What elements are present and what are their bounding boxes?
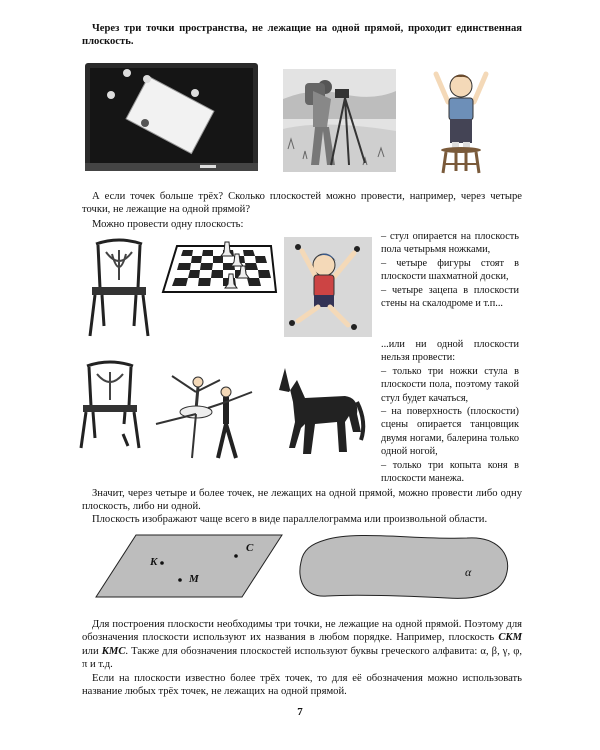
- naming-part2: . Также для обозначения плоскостей используют буквы греческого алфавита: α, β, γ, φ, π и т.д.: [82, 645, 522, 671]
- three-leg-chair-illustration: [79, 362, 141, 450]
- point-c: [234, 554, 238, 558]
- example-horse: – только три копыта коня в плоскости манежа.: [381, 459, 519, 485]
- example-three-legs: – только три ножки стула в плоскости пола, поэтому такой стул будет качаться,: [381, 365, 519, 404]
- point-k: [160, 561, 164, 565]
- region-figure: [297, 534, 510, 600]
- depiction-paragraph: Плоскость изображают чаще всего в виде параллелограмма или произвольной области.: [92, 514, 488, 525]
- boy-on-stool-illustration: [432, 68, 490, 174]
- label-k: K: [150, 556, 158, 568]
- climbing-boy-illustration: [284, 237, 372, 337]
- no-plane-heading: ...или ни одной плоскости нельзя провести:: [381, 339, 519, 364]
- conclusion-paragraph: Значит, через четыре и более точек, не лежащих на одной прямой, можно провести либо одну плоскость, либо ни одной.: [82, 488, 522, 513]
- naming-example-2: КМС: [101, 645, 126, 657]
- parallelogram-figure: [96, 533, 282, 599]
- example-climbing: – четыре зацепа в плоскости стены на скалодроме и т.п...: [381, 284, 519, 310]
- naming-paragraph: [82, 618, 522, 672]
- question-paragraph: А если точек больше трёх? Сколько плоскостей можно провести, например, через четыре точки, не лежащие на одной прямой?: [82, 191, 522, 216]
- example-chess: – четыре фигуры стоят в плоскости шахматной доски,: [381, 257, 519, 283]
- photographer-illustration: [283, 69, 396, 172]
- label-c: C: [246, 542, 254, 554]
- chair-illustration: [86, 240, 152, 338]
- dancers-illustration: [152, 370, 264, 462]
- label-m: M: [189, 573, 199, 585]
- chessboard-illustration: [163, 240, 276, 296]
- page-number: 7: [297, 706, 303, 718]
- naming-example-1: СКМ: [498, 632, 522, 644]
- one-plane-heading: Можно провести одну плоскость:: [92, 219, 244, 230]
- region-label-alpha: α: [465, 565, 472, 579]
- no-plane-examples: [381, 338, 519, 485]
- naming-or: или: [82, 645, 99, 657]
- more-points-paragraph: Если на плоскости известно более трёх точек, то для её обозначения можно использовать название любых трёх точек, не лежащих на одной прямой.: [82, 673, 522, 698]
- horse-illustration: [275, 362, 367, 458]
- point-m: [178, 578, 182, 582]
- intro-statement: Через три точки пространства, не лежащие на одной прямой, проходит единственная плоскость.: [82, 23, 522, 48]
- example-chair: – стул опирается на плоскость пола четырьмя ножками,: [381, 231, 519, 256]
- example-dancers: – на поверхность (плоскости) сцены опирается танцовщик двумя ногами, балерина только одной ногой,: [381, 406, 519, 458]
- one-plane-examples: [381, 230, 519, 310]
- naming-part1: Для построения плоскости необходимы три точки, не лежащие на одной прямой. Поэтому для обозначения плоскости используют их названия в любом порядке. Например, плоскость: [82, 619, 522, 644]
- blackboard-illustration: [85, 63, 258, 171]
